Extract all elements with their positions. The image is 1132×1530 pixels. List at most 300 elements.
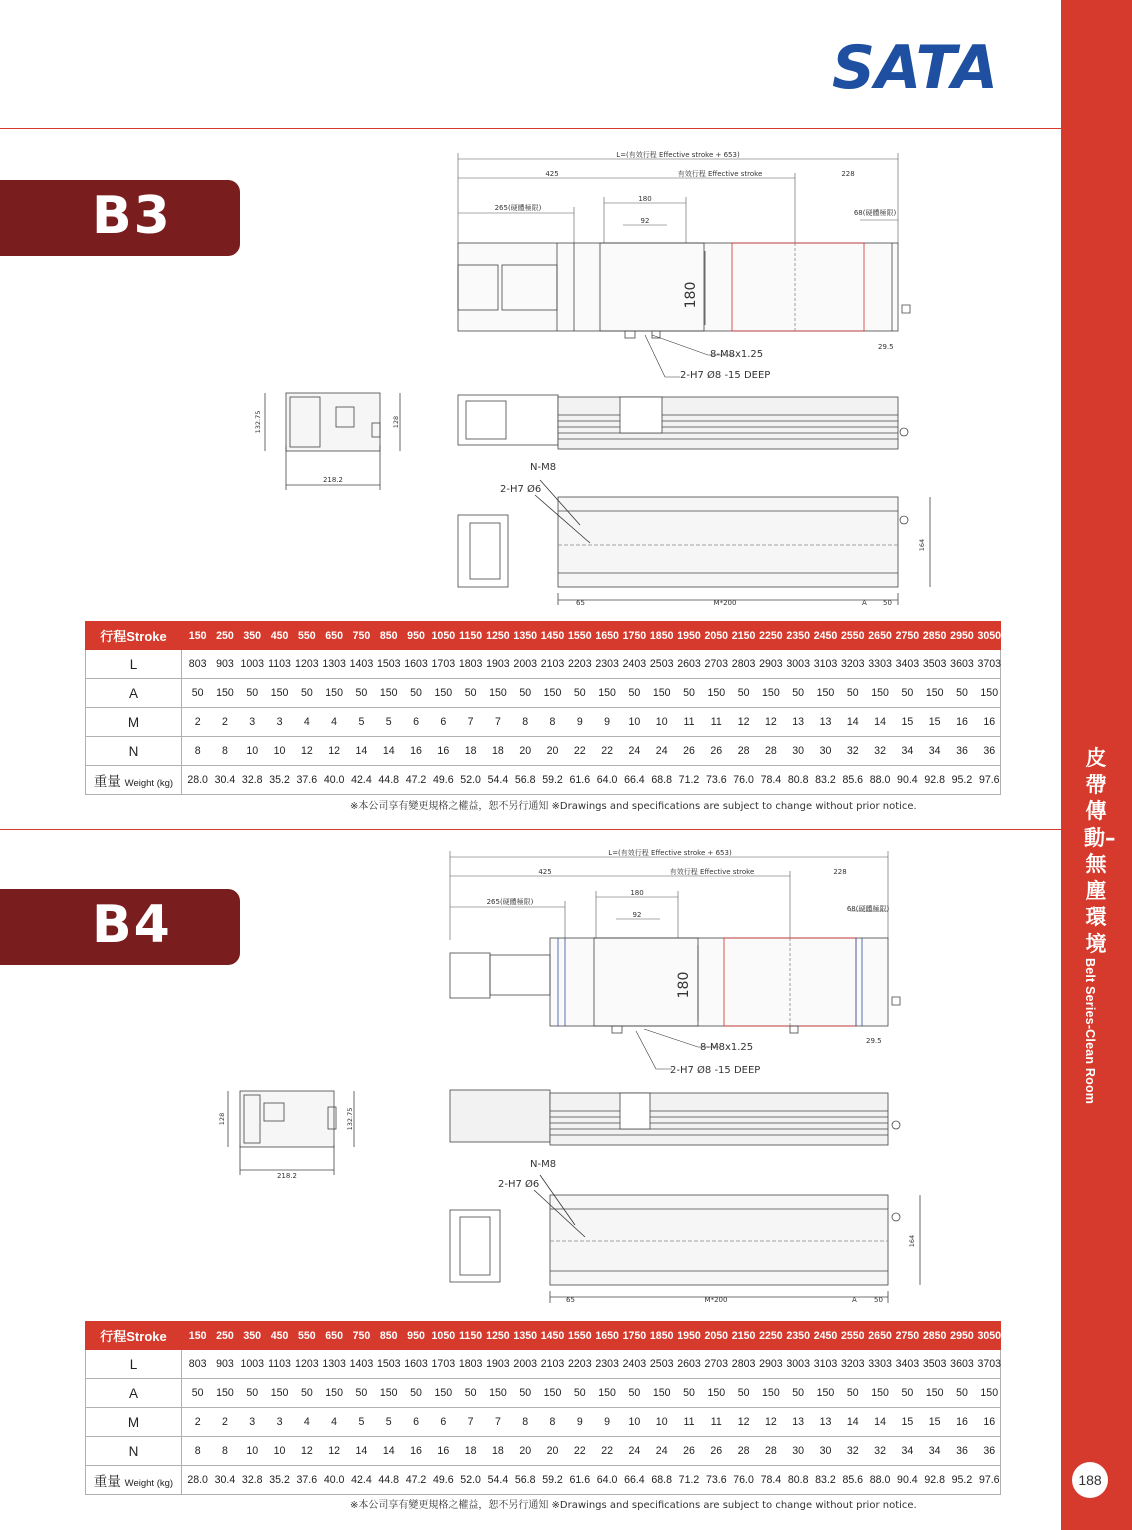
table-cell: 18 (492, 745, 504, 757)
table-cell: 50 (573, 1387, 586, 1399)
table-cell: 150 (980, 1387, 999, 1399)
table-cell: 30 (792, 1445, 805, 1457)
table-cell: 2950 (950, 1329, 974, 1342)
table-cell: 150 (598, 687, 616, 699)
table-cell: 150 (925, 1387, 944, 1399)
table-row-l: L 803 903 1003 1103 1203 1303 1403 1503 1603 1703 1803 1903 2003 2103 2203 2303 2403 2503 2603 2703 2803 2903 3003 3103 3203 3303 3403 3503 3603 3703 (86, 650, 1001, 679)
svg-text:有效行程 Effective stroke: 有效行程 Effective stroke (677, 170, 763, 178)
table-values (182, 1437, 1001, 1466)
table-cell: 68.8 (651, 774, 672, 786)
table-cell: 36 (956, 745, 968, 757)
table-cell: 16 (437, 745, 450, 757)
table-cell: 2 (194, 1416, 201, 1428)
table-cell: 2603 (677, 1358, 701, 1370)
logo-graphic (832, 33, 1002, 103)
table-cell: 61.6 (569, 774, 591, 786)
svg-text:有效行程 Effective stroke: 有效行程 Effective stroke (669, 868, 755, 876)
row-label: 行程Stroke (86, 622, 182, 650)
table-cell: 28.0 (187, 1474, 208, 1486)
table-cell: 14 (382, 1445, 395, 1457)
svg-text:265(硬體極限): 265(硬體極限) (494, 204, 542, 212)
table-cell: 30 (819, 1445, 832, 1457)
table-cell: 1950 (677, 1329, 701, 1342)
svg-text:425: 425 (538, 868, 552, 876)
table-cell: 13 (792, 1416, 805, 1428)
table-cell: 803 (188, 658, 207, 670)
table-cell: 50 (410, 687, 422, 699)
table-cell: 76.0 (733, 774, 754, 786)
table-values (182, 650, 1001, 679)
table-cell: 3 (276, 1416, 283, 1428)
table-cell: 2750 (895, 1329, 920, 1342)
table-cell: 5 (385, 716, 392, 728)
table-cell: 64.0 (596, 1474, 618, 1486)
table-cell: 50 (246, 687, 259, 699)
table-cell: 34 (928, 1445, 941, 1457)
sidebar-title-cn: 皮帶傳動–無塵環境 (1084, 746, 1116, 956)
table-cell: 11 (683, 1416, 695, 1428)
table-cell: 16 (983, 1416, 996, 1428)
svg-text:50: 50 (874, 1296, 883, 1304)
table-cell: 1603 (404, 658, 428, 670)
table-cell: 95.2 (951, 774, 973, 786)
table-cell: 16 (956, 1416, 968, 1428)
table-cell: 12 (328, 745, 341, 757)
table-cell: 50 (683, 687, 695, 699)
table-cell: 1650 (595, 1329, 619, 1342)
table-cell: 9 (576, 1416, 583, 1428)
table-cell: 28 (764, 745, 777, 757)
table-cell: 59.2 (542, 1474, 563, 1486)
table-cell: 2350 (786, 1329, 810, 1342)
table-values (182, 766, 1001, 795)
table-cell: 3403 (895, 658, 920, 670)
table-row-weight: 重量 Weight (kg) 28.0 30.4 32.8 35.2 37.6 40.0 42.4 44.8 47.2 49.6 52.0 54.4 56.8 59.2 61.6 64.0 66.4 68.8 71.2 73.6 76.0 78.4 80.8 83.2 85.6 88.0 90.4 92.8 95.2 97.6 (86, 766, 1001, 795)
table-cell: 54.4 (487, 1474, 509, 1486)
svg-text:132.75: 132.75 (346, 1107, 354, 1131)
table-values (182, 1466, 1001, 1495)
table-cell: 10 (655, 716, 668, 728)
table-cell: 5 (385, 1416, 392, 1428)
table-cell: 2203 (568, 658, 592, 670)
table-cell: 2703 (704, 1358, 729, 1370)
table-cell: 50 (300, 1387, 313, 1399)
svg-text:180: 180 (683, 281, 699, 309)
table-cell: 1050 (431, 629, 456, 642)
table-cell: 14 (846, 1416, 859, 1428)
svg-text:50: 50 (883, 599, 892, 607)
table-cell: 1203 (295, 658, 319, 670)
table-cell: 903 (216, 658, 234, 670)
table-cell: 80.8 (787, 1474, 809, 1486)
table-cell: 50 (737, 687, 750, 699)
table-cell: 250 (216, 629, 234, 642)
table-cell: 50 (355, 687, 368, 699)
table-cell: 47.2 (405, 1474, 427, 1486)
table-cell: 22 (573, 1445, 586, 1457)
table-cell: 903 (216, 1358, 234, 1370)
table-cell: 85.6 (842, 1474, 864, 1486)
table-cell: 42.4 (351, 774, 372, 786)
table-cell: 150 (379, 687, 398, 699)
table-cell: 32 (846, 1445, 859, 1457)
table-cell: 150 (925, 687, 944, 699)
table-row-m: M 2 2 3 3 4 4 5 5 6 6 7 7 8 8 9 9 10 10 11 11 12 12 13 13 14 14 15 15 16 16 (86, 708, 1001, 737)
table-cell: 15 (901, 716, 914, 728)
table-cell: 550 (297, 1329, 316, 1342)
table-cell: 2150 (731, 1329, 756, 1342)
table-cell: 6 (440, 716, 447, 728)
table-cell: 50 (410, 1387, 422, 1399)
table-values (182, 1322, 1001, 1350)
table-cell: 76.0 (733, 1474, 754, 1486)
table-cell: 47.2 (405, 774, 427, 786)
table-cell: 150 (816, 1387, 835, 1399)
table-cell: 3503 (922, 1358, 947, 1370)
table-cell: 1103 (268, 1358, 291, 1370)
table-cell: 13 (819, 1416, 832, 1428)
table-cell: 7 (494, 716, 501, 728)
model-badge-b3: B3 (0, 180, 240, 256)
table-cell: 150 (762, 1387, 780, 1399)
table-cell: 150 (216, 1387, 234, 1399)
table-cell: 6 (413, 1416, 419, 1428)
table-row-l: L 803 903 1003 1103 1203 1303 1403 1503 1603 1703 1803 1903 2003 2103 2203 2303 2403 2503 2603 2703 2803 2903 3003 3103 3203 3303 3403 3503 3603 3703 (86, 1350, 1001, 1379)
table-row-n: N 8 8 10 10 12 12 14 14 16 16 18 18 20 20 22 22 24 24 26 26 28 28 30 30 32 32 34 34 36 36 (86, 1437, 1001, 1466)
table-cell: 22 (573, 745, 586, 757)
table-cell: 1350 (513, 629, 537, 642)
svg-text:29.5: 29.5 (866, 1037, 882, 1045)
table-cell: 52.0 (460, 1474, 481, 1486)
table-cell: 85.6 (842, 774, 864, 786)
table-cell: 2603 (677, 658, 701, 670)
svg-text:2-H7 Ø8 -15 DEEP: 2-H7 Ø8 -15 DEEP (670, 1065, 761, 1076)
table-cell: 3403 (895, 1358, 920, 1370)
spec-table-b4 (85, 1321, 1001, 1495)
table-cell: 56.8 (514, 1474, 536, 1486)
table-cell: 3503 (922, 658, 947, 670)
table-cell: 150 (379, 1387, 398, 1399)
table-cell: 1803 (458, 658, 483, 670)
table-cell: 30 (792, 745, 805, 757)
table-cell: 1303 (322, 658, 346, 670)
table-cell: 1750 (622, 1329, 647, 1342)
table-cell: 1250 (486, 1329, 510, 1342)
table-values (182, 737, 1001, 766)
table-cell: 1703 (431, 658, 456, 670)
table-cell: 3 (249, 716, 256, 728)
table-cell: 1850 (649, 1329, 674, 1342)
table-cell: 1303 (322, 1358, 346, 1370)
table-cell: 12 (300, 1445, 313, 1457)
spec-table-b3 (85, 621, 1001, 795)
table-cell: 18 (464, 1445, 477, 1457)
table-cell: 5 (358, 1416, 365, 1428)
table-cell: 97.6 (978, 774, 1000, 786)
table-cell: 28.0 (187, 774, 208, 786)
table-cell: 3103 (813, 1358, 838, 1370)
table-cell: 32.8 (241, 1474, 263, 1486)
table-cell: 68.8 (651, 1474, 672, 1486)
table-cell: 28 (737, 745, 750, 757)
table-cell: 150 (762, 687, 780, 699)
table-cell: 40.0 (323, 774, 345, 786)
table-cell: 2250 (759, 629, 783, 642)
table-cell: 34 (901, 745, 914, 757)
table-cell: 26 (683, 1445, 695, 1457)
table-cell: 3303 (868, 658, 892, 670)
table-cell: 3 (276, 716, 283, 728)
table-cell: 20 (546, 1445, 559, 1457)
table-cell: 66.4 (624, 1474, 645, 1486)
table-cell: 83.2 (815, 774, 836, 786)
table-cell: 2203 (568, 1358, 592, 1370)
table-cell: 12 (764, 716, 777, 728)
table-cell: 30 (819, 745, 832, 757)
table-cell: 16 (437, 1445, 450, 1457)
table-cell: 50 (846, 687, 859, 699)
table-cell: 3050 (977, 629, 1002, 642)
table-cell: 36 (956, 1445, 968, 1457)
table-row-weight: 重量 Weight (kg) 28.0 30.4 32.8 35.2 37.6 40.0 42.4 44.8 47.2 49.6 52.0 54.4 56.8 59.2 61.6 64.0 66.4 68.8 71.2 73.6 76.0 78.4 80.8 83.2 85.6 88.0 90.4 92.8 95.2 97.6 (86, 1466, 1001, 1495)
table-cell: 1350 (513, 1329, 537, 1342)
table-cell: 50 (573, 687, 586, 699)
table-cell: 850 (379, 1329, 398, 1342)
table-cell: 350 (243, 629, 262, 642)
table-cell: 3603 (950, 658, 974, 670)
table-cell: 16 (983, 716, 996, 728)
table-cell: 150 (652, 687, 671, 699)
table-cell: 44.8 (378, 774, 400, 786)
table-cell: 50 (846, 1387, 859, 1399)
table-cell: 2803 (731, 658, 756, 670)
table-cell: 150 (598, 1387, 616, 1399)
table-cell: 2150 (731, 629, 756, 642)
table-cell: 9 (576, 716, 583, 728)
table-cell: 12 (737, 1416, 750, 1428)
table-cell: 550 (297, 629, 316, 642)
table-cell: 1450 (540, 629, 565, 642)
b4-technical-drawing (220, 845, 940, 1315)
table-cell: 150 (434, 687, 453, 699)
table-cell: 2103 (540, 658, 565, 670)
table-cell: 3203 (840, 658, 865, 670)
table-cell: 650 (325, 629, 343, 642)
table-cell: 56.8 (514, 774, 536, 786)
table-cell: 1003 (240, 1358, 265, 1370)
table-cell: 2 (221, 716, 228, 728)
table-cell: 1050 (431, 1329, 456, 1342)
table-cell: 24 (655, 1445, 668, 1457)
table-cell: 1603 (404, 1358, 428, 1370)
header-rule (0, 128, 1061, 129)
table-cell: 34 (901, 1445, 914, 1457)
table-cell: 950 (407, 1329, 425, 1342)
table-cell: 150 (325, 687, 343, 699)
table-cell: 650 (325, 1329, 343, 1342)
table-cell: 150 (707, 687, 726, 699)
svg-text:65: 65 (576, 599, 585, 607)
table-cell: 250 (216, 1329, 234, 1342)
table-cell: 40.0 (323, 1474, 345, 1486)
table-cell: 12 (328, 1445, 341, 1457)
table-cell: 50 (191, 1387, 204, 1399)
table-cell: 1003 (240, 658, 265, 670)
table-cell: 1250 (486, 629, 510, 642)
table-cell: 1850 (649, 629, 674, 642)
svg-text:2-H7 Ø8 -15 DEEP: 2-H7 Ø8 -15 DEEP (680, 370, 771, 381)
table-cell: 1550 (568, 1329, 592, 1342)
svg-text:164: 164 (908, 1234, 916, 1248)
table-cell: 11 (710, 1416, 722, 1428)
table-cell: 450 (270, 1329, 289, 1342)
table-cell: 2450 (813, 1329, 838, 1342)
table-cell: 28 (764, 1445, 777, 1457)
table-cell: 20 (519, 1445, 532, 1457)
table-cell: 64.0 (596, 774, 618, 786)
table-cell: 13 (819, 716, 832, 728)
table-cell: 1503 (376, 1358, 401, 1370)
table-cell: 12 (737, 716, 750, 728)
table-cell: 3603 (950, 1358, 974, 1370)
table-cell: 32.8 (241, 774, 263, 786)
table-cell: 2 (194, 716, 201, 728)
table-cell: 22 (601, 745, 613, 757)
svg-text:180: 180 (630, 889, 644, 897)
table-cell: 15 (901, 1416, 914, 1428)
table-cell: 30.4 (214, 1474, 236, 1486)
table-cell: 18 (464, 745, 477, 757)
table-cell: 50 (355, 1387, 368, 1399)
table-cell: 16 (410, 1445, 422, 1457)
table-cell: 10 (628, 1416, 641, 1428)
table-cell: 8 (221, 1445, 228, 1457)
table-cell: 150 (652, 1387, 671, 1399)
table-cell: 83.2 (815, 1474, 836, 1486)
table-cell: 150 (543, 1387, 562, 1399)
table-cell: 2003 (513, 1358, 537, 1370)
table-cell: 10 (246, 745, 259, 757)
table-cell: 50 (956, 687, 968, 699)
table-cell: 12 (300, 745, 313, 757)
table-cell: 3050 (977, 1329, 1002, 1342)
table-cell: 80.8 (787, 774, 809, 786)
table-cell: 36 (983, 1445, 996, 1457)
table-cell: 50 (464, 1387, 477, 1399)
table-cell: 90.4 (897, 774, 918, 786)
table-cell: 1650 (595, 629, 619, 642)
svg-text:65: 65 (566, 1296, 575, 1304)
table-cell: 150 (871, 687, 889, 699)
sata-logo (832, 33, 1002, 103)
table-cell: 11 (683, 716, 695, 728)
b3-technical-drawing (240, 145, 940, 615)
table-cell: 2303 (595, 658, 619, 670)
table-cell: 2003 (513, 658, 537, 670)
table-cell: 6 (413, 716, 419, 728)
table-cell: 32 (874, 745, 886, 757)
svg-text:8-M8x1.25: 8-M8x1.25 (700, 1042, 754, 1053)
table-cell: 7 (494, 1416, 501, 1428)
table-cell: 2750 (895, 629, 920, 642)
table-cell: 50 (246, 1387, 259, 1399)
table-cell: 22 (601, 1445, 613, 1457)
table-cell: 13 (792, 716, 805, 728)
table-cell: 2703 (704, 658, 729, 670)
svg-text:218.2: 218.2 (276, 1172, 298, 1180)
table-cell: 50 (901, 1387, 914, 1399)
table-cell: 28 (737, 1445, 750, 1457)
table-cell: 88.0 (869, 774, 891, 786)
table-cell: 44.8 (378, 1474, 400, 1486)
table-cell: 24 (628, 745, 641, 757)
table-cell: 92.8 (924, 774, 945, 786)
table-cell: 15 (928, 1416, 941, 1428)
table-cell: 50 (792, 1387, 805, 1399)
table-cell: 3003 (786, 1358, 810, 1370)
table-cell: 150 (489, 687, 507, 699)
table-cell: 1550 (568, 629, 592, 642)
table-cell: 14 (874, 1416, 886, 1428)
disclaimer-note: ※本公司享有變更規格之權益，恕不另行通知 ※Drawings and specifications are subject to change without prior notice. (350, 1500, 917, 1511)
table-cell: 1403 (349, 1358, 374, 1370)
table-row-a: A 50 150 50 150 50 150 50 150 50 150 50 150 50 150 50 150 50 150 50 150 50 150 50 150 50 150 50 150 50 150 (86, 679, 1001, 708)
table-cell: 3703 (977, 658, 1002, 670)
table-cell: 4 (303, 716, 310, 728)
svg-text:29.5: 29.5 (878, 343, 894, 351)
table-cell: 2403 (622, 1358, 647, 1370)
svg-text:2-H7 Ø6: 2-H7 Ø6 (498, 1179, 540, 1190)
table-cell: 2050 (704, 1329, 729, 1342)
table-cell: 50 (464, 687, 477, 699)
table-cell: 2103 (540, 1358, 565, 1370)
table-values (182, 1379, 1001, 1408)
table-values (182, 708, 1001, 737)
table-cell: 150 (188, 629, 207, 642)
table-cell: 50 (792, 687, 805, 699)
table-cell: 20 (519, 745, 532, 757)
table-cell: 150 (489, 1387, 507, 1399)
table-cell: 14 (355, 1445, 368, 1457)
table-cell: 850 (379, 629, 398, 642)
table-cell: 150 (816, 687, 835, 699)
table-cell: 66.4 (624, 774, 645, 786)
table-cell: 50 (191, 687, 204, 699)
table-cell: 4 (331, 716, 338, 728)
svg-text:92: 92 (632, 911, 642, 919)
table-cell: 37.6 (296, 774, 318, 786)
table-cell: 14 (846, 716, 859, 728)
table-cell: 2650 (868, 629, 892, 642)
table-cell: 803 (188, 1358, 207, 1370)
table-cell: 2850 (922, 629, 947, 642)
svg-text:92: 92 (640, 217, 650, 225)
table-cell: 150 (188, 1329, 207, 1342)
table-cell: 2850 (922, 1329, 947, 1342)
table-cell: 14 (355, 745, 368, 757)
svg-text:68(硬體極限): 68(硬體極限) (846, 905, 890, 913)
table-cell: 50 (683, 1387, 695, 1399)
table-cell: 52.0 (460, 774, 481, 786)
table-cell: 59.2 (542, 774, 563, 786)
table-cell: 1403 (349, 658, 374, 670)
model-badge-b4: B4 (0, 889, 240, 965)
table-cell: 50 (519, 687, 532, 699)
table-cell: 9 (604, 1416, 611, 1428)
table-cell: 2503 (649, 1358, 674, 1370)
table-cell: 5 (358, 716, 365, 728)
svg-text:132.75: 132.75 (254, 410, 262, 434)
